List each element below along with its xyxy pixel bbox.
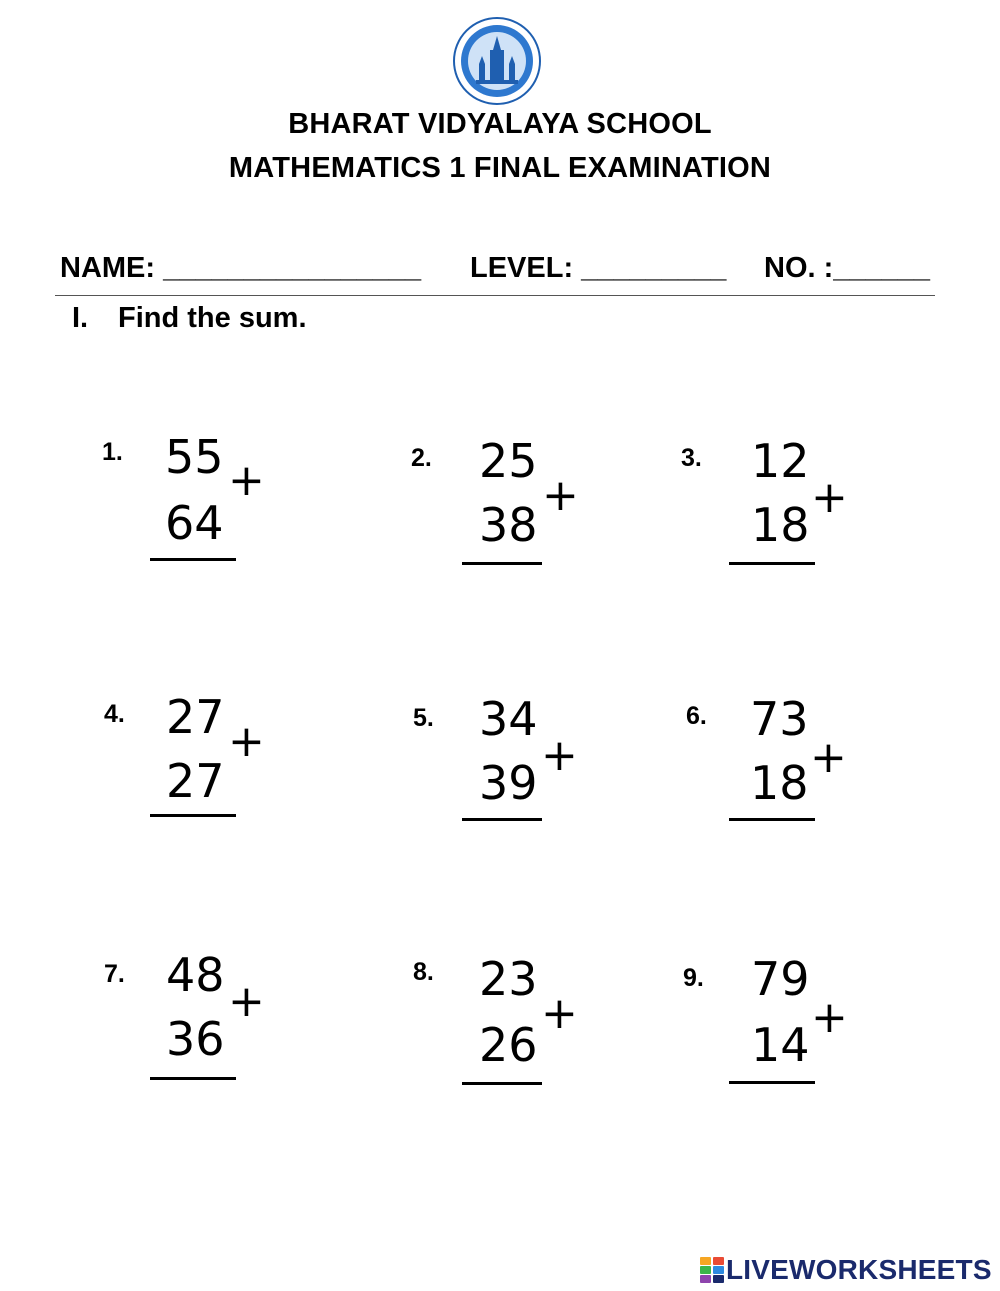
problem-4 xyxy=(104,690,304,850)
level-field[interactable]: LEVEL: _________ xyxy=(470,252,727,284)
addend-bottom: 18 xyxy=(750,756,809,810)
section-instruction: Find the sum. xyxy=(118,302,307,334)
answer-line[interactable] xyxy=(150,1077,236,1080)
school-name: BHARAT VIDYALAYA SCHOOL xyxy=(288,108,712,140)
addend-top: 55 xyxy=(165,430,224,484)
addend-top: 25 xyxy=(479,434,538,488)
problem-number: 5. xyxy=(413,704,434,732)
addend-bottom: 64 xyxy=(165,496,224,550)
addend-top: 12 xyxy=(751,434,810,488)
liveworksheets-brand[interactable] xyxy=(700,1254,992,1284)
answer-line[interactable] xyxy=(462,1082,542,1085)
answer-line[interactable] xyxy=(150,558,236,561)
problem-5 xyxy=(413,690,613,850)
plus-sign: + xyxy=(228,976,265,1027)
addend-top: 79 xyxy=(751,952,810,1006)
plus-sign: + xyxy=(541,730,578,781)
exam-title: MATHEMATICS 1 FINAL EXAMINATION xyxy=(228,152,772,184)
problem-number: 1. xyxy=(102,438,123,466)
header-divider xyxy=(55,295,935,296)
plus-sign: + xyxy=(811,472,848,523)
problem-2 xyxy=(411,432,611,592)
plus-sign: + xyxy=(810,732,847,783)
answer-line[interactable] xyxy=(462,818,542,821)
brand-text: LIVEWORKSHEETS xyxy=(726,1254,992,1285)
problem-3 xyxy=(681,432,881,592)
plus-sign: + xyxy=(541,988,578,1039)
plus-sign: + xyxy=(542,470,579,521)
name-field[interactable]: NAME: ________________ xyxy=(60,252,422,284)
addend-bottom: 18 xyxy=(751,498,810,552)
section-heading xyxy=(72,302,307,335)
problem-6 xyxy=(686,690,886,850)
liveworksheets-logo-icon xyxy=(700,1257,724,1283)
addend-top: 73 xyxy=(750,692,809,746)
addend-top: 48 xyxy=(166,948,225,1002)
addend-bottom: 38 xyxy=(479,498,538,552)
plus-sign: + xyxy=(228,455,265,506)
answer-line[interactable] xyxy=(462,562,542,565)
problem-1 xyxy=(102,430,302,590)
addend-bottom: 14 xyxy=(751,1018,810,1072)
problem-number: 7. xyxy=(104,960,125,988)
answer-line[interactable] xyxy=(729,562,815,565)
plus-sign: + xyxy=(811,992,848,1043)
addend-bottom: 36 xyxy=(166,1012,225,1066)
problem-9 xyxy=(683,952,883,1112)
addend-bottom: 26 xyxy=(479,1018,538,1072)
answer-line[interactable] xyxy=(150,814,236,817)
school-logo xyxy=(452,16,542,106)
problem-number: 3. xyxy=(681,444,702,472)
addend-bottom: 27 xyxy=(166,754,225,808)
problem-number: 2. xyxy=(411,444,432,472)
problem-number: 9. xyxy=(683,964,704,992)
plus-sign: + xyxy=(228,716,265,767)
addend-top: 34 xyxy=(479,692,538,746)
addend-top: 27 xyxy=(166,690,225,744)
problem-number: 6. xyxy=(686,702,707,730)
addend-top: 23 xyxy=(479,952,538,1006)
section-number: I. xyxy=(72,302,89,334)
problem-number: 4. xyxy=(104,700,125,728)
addend-bottom: 39 xyxy=(479,756,538,810)
answer-line[interactable] xyxy=(729,818,815,821)
problem-number: 8. xyxy=(413,958,434,986)
problem-7 xyxy=(104,950,304,1110)
answer-line[interactable] xyxy=(729,1081,815,1084)
problem-8 xyxy=(413,952,613,1112)
number-field[interactable]: NO. :______ xyxy=(764,252,931,284)
